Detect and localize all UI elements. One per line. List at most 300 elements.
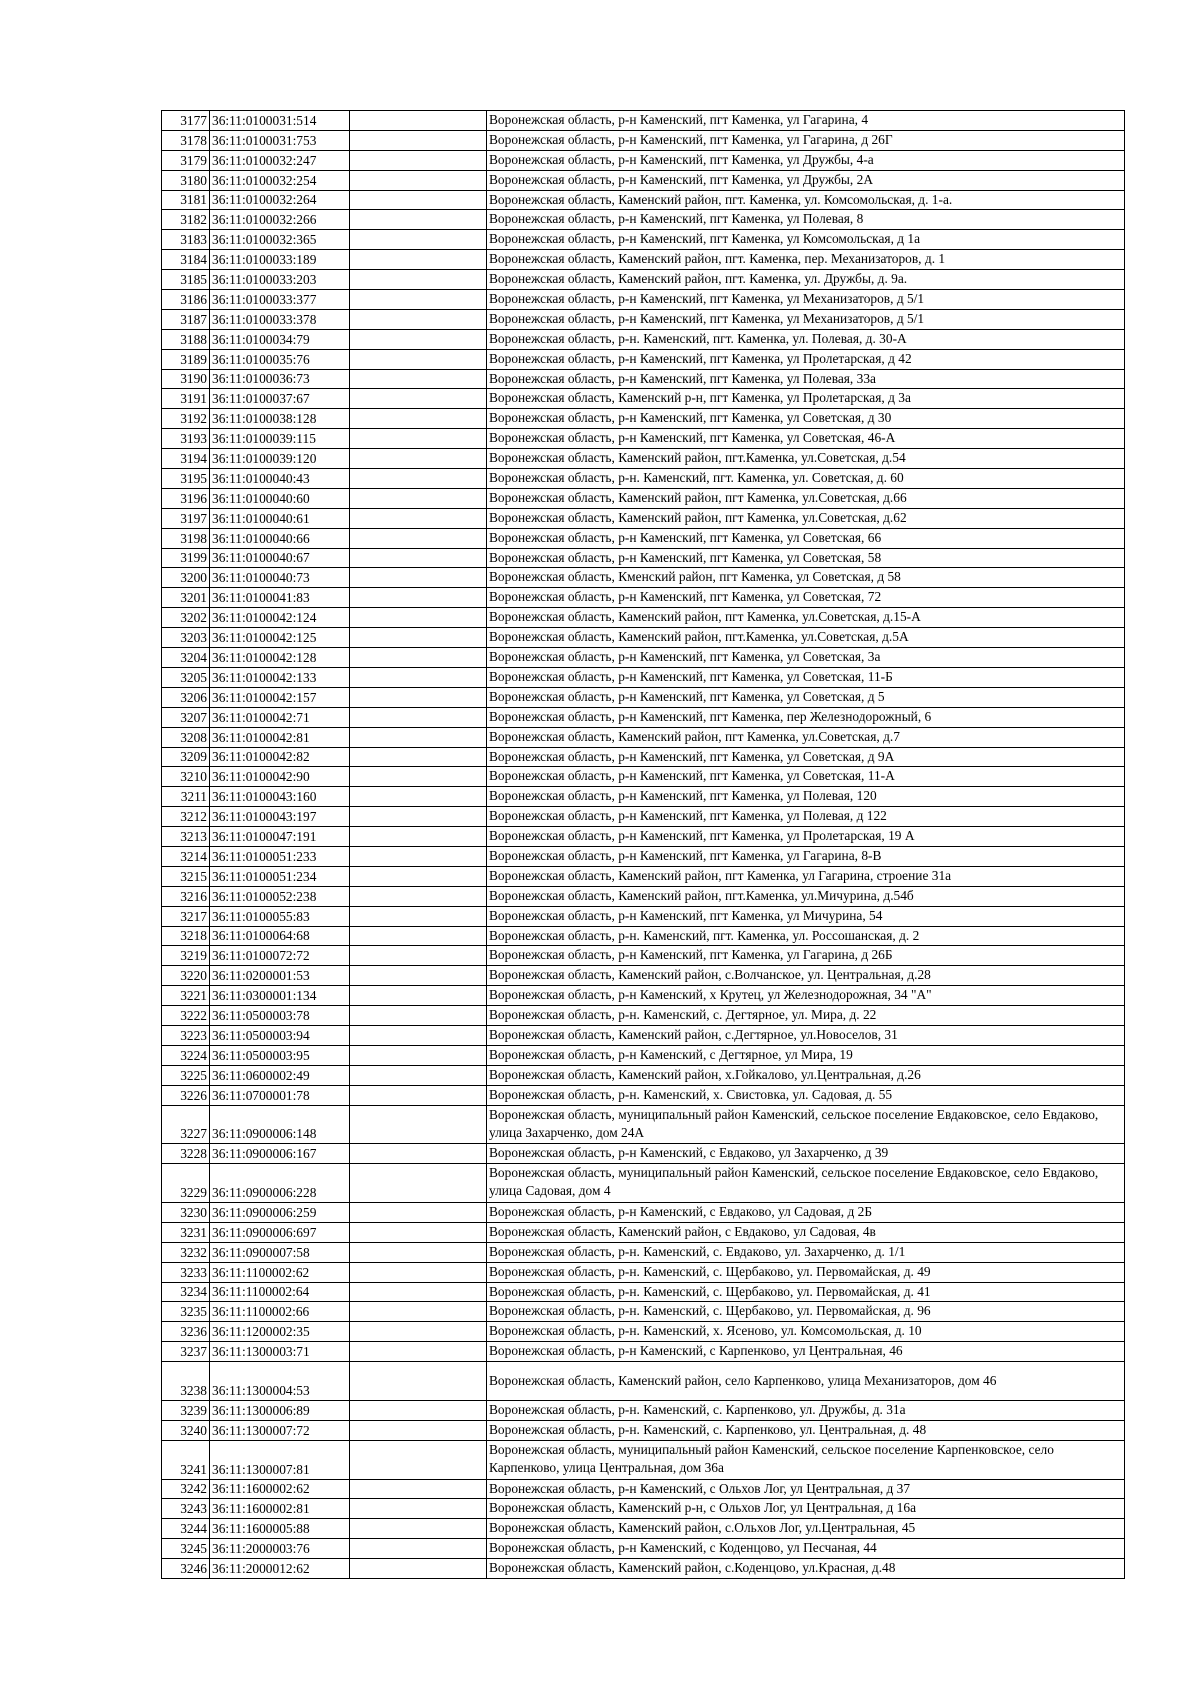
row-number: 3189 bbox=[162, 349, 210, 369]
row-number: 3243 bbox=[162, 1499, 210, 1519]
empty-cell bbox=[350, 389, 487, 409]
table-row bbox=[162, 667, 1125, 687]
table-row bbox=[162, 1539, 1125, 1559]
empty-cell bbox=[350, 1203, 487, 1223]
cadastral-number: 36:11:0100032:266 bbox=[210, 210, 350, 230]
empty-cell bbox=[350, 1440, 487, 1479]
cadastral-number: 36:11:0700001:78 bbox=[210, 1085, 350, 1105]
address: Воронежская область, р-н Каменский, пгт Каменка, ул Механизаторов, д 5/1 bbox=[487, 309, 1125, 329]
cadastral-number: 36:11:0100051:234 bbox=[210, 866, 350, 886]
empty-cell bbox=[350, 1420, 487, 1440]
cadastral-number: 36:11:0100033:189 bbox=[210, 250, 350, 270]
row-number: 3222 bbox=[162, 1006, 210, 1026]
row-number: 3223 bbox=[162, 1025, 210, 1045]
table-row bbox=[162, 966, 1125, 986]
table-row bbox=[162, 827, 1125, 847]
cadastral-number: 36:11:0100042:133 bbox=[210, 667, 350, 687]
cadastral-number: 36:11:0100042:90 bbox=[210, 767, 350, 787]
table-row bbox=[162, 986, 1125, 1006]
empty-cell bbox=[350, 429, 487, 449]
row-number: 3209 bbox=[162, 747, 210, 767]
cadastral-number: 36:11:0100034:79 bbox=[210, 329, 350, 349]
address: Воронежская область, р-н Каменский, пгт Каменка, ул Полевая, д 122 bbox=[487, 807, 1125, 827]
empty-cell bbox=[350, 111, 487, 131]
empty-cell bbox=[350, 230, 487, 250]
cadastral-number: 36:11:1600002:62 bbox=[210, 1479, 350, 1499]
row-number: 3208 bbox=[162, 727, 210, 747]
cadastral-number: 36:11:0100064:68 bbox=[210, 926, 350, 946]
address: Воронежская область, р-н. Каменский, с. Карпенково, ул. Центральная, д. 48 bbox=[487, 1420, 1125, 1440]
cadastral-number: 36:11:1300003:71 bbox=[210, 1342, 350, 1362]
address: Воронежская область, муниципальный район Каменский, сельское поселение Евдаковское, село Евдаково, улица Садовая, дом 4 bbox=[487, 1164, 1125, 1203]
empty-cell bbox=[350, 648, 487, 668]
row-number: 3207 bbox=[162, 707, 210, 727]
empty-cell bbox=[350, 1322, 487, 1342]
empty-cell bbox=[350, 1262, 487, 1282]
table-row bbox=[162, 1282, 1125, 1302]
address: Воронежская область, р-н Каменский, пгт Каменка, ул Советская, д 5 bbox=[487, 687, 1125, 707]
table-row bbox=[162, 1362, 1125, 1401]
empty-cell bbox=[350, 290, 487, 310]
cadastral-number: 36:11:0100043:160 bbox=[210, 787, 350, 807]
cadastral-number: 36:11:0100031:514 bbox=[210, 111, 350, 131]
row-number: 3188 bbox=[162, 329, 210, 349]
address: Воронежская область, Каменский р-н, пгт Каменка, ул Пролетарская, д 3а bbox=[487, 389, 1125, 409]
empty-cell bbox=[350, 449, 487, 469]
address: Воронежская область, р-н. Каменский, пгт. Каменка, ул. Советская, д. 60 bbox=[487, 469, 1125, 489]
empty-cell bbox=[350, 1559, 487, 1579]
address: Воронежская область, р-н Каменский, с Ольхов Лог, ул Центральная, д 37 bbox=[487, 1479, 1125, 1499]
empty-cell bbox=[350, 767, 487, 787]
address: Воронежская область, Каменский район, пгт. Каменка, ул. Комсомольская, д. 1-а. bbox=[487, 190, 1125, 210]
address: Воронежская область, р-н Каменский, пгт Каменка, ул Советская, 3а bbox=[487, 648, 1125, 668]
address: Воронежская область, муниципальный район Каменский, сельское поселение Евдаковское, село Евдаково, улица Захарченко, дом 24А bbox=[487, 1105, 1125, 1144]
table-body bbox=[162, 111, 1125, 1579]
address: Воронежская область, р-н Каменский, пгт Каменка, ул Гагарина, 4 bbox=[487, 111, 1125, 131]
address: Воронежская область, р-н. Каменский, с. Евдаково, ул. Захарченко, д. 1/1 bbox=[487, 1242, 1125, 1262]
row-number: 3190 bbox=[162, 369, 210, 389]
empty-cell bbox=[350, 687, 487, 707]
cadastral-number: 36:11:0100033:378 bbox=[210, 309, 350, 329]
cadastral-number: 36:11:0900006:697 bbox=[210, 1222, 350, 1242]
empty-cell bbox=[350, 986, 487, 1006]
address: Воронежская область, Каменский район, село Карпенково, улица Механизаторов, дом 46 bbox=[487, 1362, 1125, 1401]
empty-cell bbox=[350, 250, 487, 270]
address: Воронежская область, р-н Каменский, пгт Каменка, ул Советская, д 30 bbox=[487, 409, 1125, 429]
cadastral-number: 36:11:0900007:58 bbox=[210, 1242, 350, 1262]
address: Воронежская область, р-н. Каменский, пгт. Каменка, ул. Россошанская, д. 2 bbox=[487, 926, 1125, 946]
table-row bbox=[162, 150, 1125, 170]
empty-cell bbox=[350, 329, 487, 349]
cadastral-number: 36:11:0100033:377 bbox=[210, 290, 350, 310]
row-number: 3246 bbox=[162, 1559, 210, 1579]
address: Воронежская область, р-н Каменский, пгт Каменка, ул Советская, 72 bbox=[487, 588, 1125, 608]
cadastral-number: 36:11:0100037:67 bbox=[210, 389, 350, 409]
address: Воронежская область, Каменский район, с.Волчанское, ул. Центральная, д.28 bbox=[487, 966, 1125, 986]
empty-cell bbox=[350, 787, 487, 807]
row-number: 3183 bbox=[162, 230, 210, 250]
cadastral-number: 36:11:0300001:134 bbox=[210, 986, 350, 1006]
row-number: 3219 bbox=[162, 946, 210, 966]
table-row bbox=[162, 787, 1125, 807]
cadastral-number: 36:11:0100040:61 bbox=[210, 508, 350, 528]
address: Воронежская область, р-н Каменский, пгт Каменка, ул Комсомольская, д 1а bbox=[487, 230, 1125, 250]
empty-cell bbox=[350, 906, 487, 926]
address: Воронежская область, р-н. Каменский, пгт. Каменка, ул. Полевая, д. 30-А bbox=[487, 329, 1125, 349]
table-row bbox=[162, 1479, 1125, 1499]
row-number: 3236 bbox=[162, 1322, 210, 1342]
row-number: 3201 bbox=[162, 588, 210, 608]
empty-cell bbox=[350, 588, 487, 608]
cadastral-number: 36:11:1100002:62 bbox=[210, 1262, 350, 1282]
row-number: 3184 bbox=[162, 250, 210, 270]
address: Воронежская область, р-н. Каменский, с. Щербаково, ул. Первомайская, д. 49 bbox=[487, 1262, 1125, 1282]
empty-cell bbox=[350, 568, 487, 588]
address: Воронежская область, р-н. Каменский, с. Дегтярное, ул. Мира, д. 22 bbox=[487, 1006, 1125, 1026]
address: Воронежская область, р-н Каменский, пгт Каменка, ул Пролетарская, д 42 bbox=[487, 349, 1125, 369]
address: Воронежская область, р-н Каменский, с Коденцово, ул Песчаная, 44 bbox=[487, 1539, 1125, 1559]
row-number: 3198 bbox=[162, 528, 210, 548]
table-row bbox=[162, 1559, 1125, 1579]
empty-cell bbox=[350, 608, 487, 628]
row-number: 3232 bbox=[162, 1242, 210, 1262]
address: Воронежская область, Каменский район, с.Ольхов Лог, ул.Центральная, 45 bbox=[487, 1519, 1125, 1539]
cadastral-number: 36:11:1300006:89 bbox=[210, 1400, 350, 1420]
cadastral-number: 36:11:1100002:64 bbox=[210, 1282, 350, 1302]
empty-cell bbox=[350, 1479, 487, 1499]
row-number: 3186 bbox=[162, 290, 210, 310]
cadastral-number: 36:11:2000012:62 bbox=[210, 1559, 350, 1579]
table-row bbox=[162, 588, 1125, 608]
address: Воронежская область, р-н Каменский, с Дегтярное, ул Мира, 19 bbox=[487, 1045, 1125, 1065]
address: Воронежская область, р-н Каменский, пгт Каменка, ул Дружбы, 4-а bbox=[487, 150, 1125, 170]
address: Воронежская область, р-н. Каменский, х. Ясеново, ул. Комсомольская, д. 10 bbox=[487, 1322, 1125, 1342]
cadastral-number: 36:11:0100036:73 bbox=[210, 369, 350, 389]
empty-cell bbox=[350, 469, 487, 489]
empty-cell bbox=[350, 727, 487, 747]
address: Воронежская область, р-н. Каменский, х. Свистовка, ул. Садовая, д. 55 bbox=[487, 1085, 1125, 1105]
cadastral-number: 36:11:0100040:73 bbox=[210, 568, 350, 588]
row-number: 3202 bbox=[162, 608, 210, 628]
table-row bbox=[162, 1144, 1125, 1164]
row-number: 3227 bbox=[162, 1105, 210, 1144]
address: Воронежская область, р-н Каменский, с Евдаково, ул Захарченко, д 39 bbox=[487, 1144, 1125, 1164]
table-row bbox=[162, 190, 1125, 210]
table-row bbox=[162, 648, 1125, 668]
cadastral-number: 36:11:0100042:125 bbox=[210, 628, 350, 648]
empty-cell bbox=[350, 827, 487, 847]
row-number: 3214 bbox=[162, 846, 210, 866]
row-number: 3239 bbox=[162, 1400, 210, 1420]
empty-cell bbox=[350, 807, 487, 827]
empty-cell bbox=[350, 1065, 487, 1085]
table-row bbox=[162, 1045, 1125, 1065]
address: Воронежская область, Каменский район, пгт Каменка, ул.Советская, д.62 bbox=[487, 508, 1125, 528]
empty-cell bbox=[350, 846, 487, 866]
empty-cell bbox=[350, 747, 487, 767]
row-number: 3225 bbox=[162, 1065, 210, 1085]
cadastral-number: 36:11:0100039:120 bbox=[210, 449, 350, 469]
row-number: 3228 bbox=[162, 1144, 210, 1164]
cadastral-number: 36:11:0500003:94 bbox=[210, 1025, 350, 1045]
table-row bbox=[162, 270, 1125, 290]
row-number: 3245 bbox=[162, 1539, 210, 1559]
row-number: 3196 bbox=[162, 488, 210, 508]
empty-cell bbox=[350, 1144, 487, 1164]
empty-cell bbox=[350, 1025, 487, 1045]
table-row bbox=[162, 488, 1125, 508]
table-row bbox=[162, 1164, 1125, 1203]
cadastral-number: 36:11:0100047:191 bbox=[210, 827, 350, 847]
empty-cell bbox=[350, 1342, 487, 1362]
row-number: 3216 bbox=[162, 886, 210, 906]
empty-cell bbox=[350, 866, 487, 886]
row-number: 3238 bbox=[162, 1362, 210, 1401]
cadastral-number: 36:11:0500003:95 bbox=[210, 1045, 350, 1065]
cadastral-number: 36:11:0900006:167 bbox=[210, 1144, 350, 1164]
table-row bbox=[162, 528, 1125, 548]
row-number: 3203 bbox=[162, 628, 210, 648]
row-number: 3204 bbox=[162, 648, 210, 668]
empty-cell bbox=[350, 488, 487, 508]
row-number: 3187 bbox=[162, 309, 210, 329]
empty-cell bbox=[350, 1105, 487, 1144]
empty-cell bbox=[350, 210, 487, 230]
row-number: 3217 bbox=[162, 906, 210, 926]
row-number: 3221 bbox=[162, 986, 210, 1006]
empty-cell bbox=[350, 1242, 487, 1262]
table-row bbox=[162, 429, 1125, 449]
table-row bbox=[162, 747, 1125, 767]
row-number: 3237 bbox=[162, 1342, 210, 1362]
row-number: 3229 bbox=[162, 1164, 210, 1203]
table-row bbox=[162, 508, 1125, 528]
address: Воронежская область, р-н Каменский, пгт Каменка, ул Советская, 58 bbox=[487, 548, 1125, 568]
row-number: 3211 bbox=[162, 787, 210, 807]
row-number: 3185 bbox=[162, 270, 210, 290]
empty-cell bbox=[350, 1499, 487, 1519]
cadastral-number: 36:11:0900006:228 bbox=[210, 1164, 350, 1203]
empty-cell bbox=[350, 1539, 487, 1559]
table-row bbox=[162, 687, 1125, 707]
empty-cell bbox=[350, 548, 487, 568]
address: Воронежская область, р-н. Каменский, с. Щербаково, ул. Первомайская, д. 41 bbox=[487, 1282, 1125, 1302]
property-table bbox=[161, 110, 1125, 1579]
row-number: 3230 bbox=[162, 1203, 210, 1223]
cadastral-number: 36:11:0100038:128 bbox=[210, 409, 350, 429]
empty-cell bbox=[350, 309, 487, 329]
table-row bbox=[162, 1203, 1125, 1223]
table-row bbox=[162, 1302, 1125, 1322]
cadastral-number: 36:11:0900006:148 bbox=[210, 1105, 350, 1144]
address: Воронежская область, р-н Каменский, с Карпенково, ул Центральная, 46 bbox=[487, 1342, 1125, 1362]
row-number: 3233 bbox=[162, 1262, 210, 1282]
row-number: 3220 bbox=[162, 966, 210, 986]
table-row bbox=[162, 469, 1125, 489]
table-row bbox=[162, 369, 1125, 389]
table-row bbox=[162, 568, 1125, 588]
empty-cell bbox=[350, 886, 487, 906]
row-number: 3194 bbox=[162, 449, 210, 469]
row-number: 3210 bbox=[162, 767, 210, 787]
address: Воронежская область, Каменский район, пгт Каменка, ул.Советская, д.7 bbox=[487, 727, 1125, 747]
empty-cell bbox=[350, 946, 487, 966]
cadastral-number: 36:11:0100041:83 bbox=[210, 588, 350, 608]
empty-cell bbox=[350, 150, 487, 170]
row-number: 3182 bbox=[162, 210, 210, 230]
cadastral-number: 36:11:1300007:81 bbox=[210, 1440, 350, 1479]
row-number: 3181 bbox=[162, 190, 210, 210]
table-row bbox=[162, 230, 1125, 250]
cadastral-number: 36:11:0600002:49 bbox=[210, 1065, 350, 1085]
empty-cell bbox=[350, 1519, 487, 1539]
table-row bbox=[162, 130, 1125, 150]
table-row bbox=[162, 1420, 1125, 1440]
address: Воронежская область, р-н Каменский, пгт Каменка, ул Мичурина, 54 bbox=[487, 906, 1125, 926]
cadastral-number: 36:11:0100042:124 bbox=[210, 608, 350, 628]
cadastral-number: 36:11:0100035:76 bbox=[210, 349, 350, 369]
address: Воронежская область, р-н Каменский, пгт Каменка, ул Механизаторов, д 5/1 bbox=[487, 290, 1125, 310]
table-row bbox=[162, 1222, 1125, 1242]
address: Воронежская область, р-н Каменский, пгт Каменка, пер Железнодорожный, 6 bbox=[487, 707, 1125, 727]
row-number: 3235 bbox=[162, 1302, 210, 1322]
cadastral-number: 36:11:0100042:128 bbox=[210, 648, 350, 668]
row-number: 3191 bbox=[162, 389, 210, 409]
table-row bbox=[162, 608, 1125, 628]
table-row bbox=[162, 807, 1125, 827]
cadastral-number: 36:11:0100042:81 bbox=[210, 727, 350, 747]
row-number: 3179 bbox=[162, 150, 210, 170]
address: Воронежская область, р-н. Каменский, с. Щербаково, ул. Первомайская, д. 96 bbox=[487, 1302, 1125, 1322]
row-number: 3206 bbox=[162, 687, 210, 707]
row-number: 3215 bbox=[162, 866, 210, 886]
address: Воронежская область, р-н Каменский, пгт Каменка, ул Гагарина, д 26Г bbox=[487, 130, 1125, 150]
cadastral-number: 36:11:0100051:233 bbox=[210, 846, 350, 866]
empty-cell bbox=[350, 1222, 487, 1242]
address: Воронежская область, Каменский район, с.Дегтярное, ул.Новоселов, 31 bbox=[487, 1025, 1125, 1045]
address: Воронежская область, р-н Каменский, пгт Каменка, ул Гагарина, 8-В bbox=[487, 846, 1125, 866]
empty-cell bbox=[350, 508, 487, 528]
address: Воронежская область, Каменский район, пгт.Каменка, ул.Советская, д.5А bbox=[487, 628, 1125, 648]
cadastral-number: 36:11:1200002:35 bbox=[210, 1322, 350, 1342]
empty-cell bbox=[350, 628, 487, 648]
row-number: 3200 bbox=[162, 568, 210, 588]
row-number: 3242 bbox=[162, 1479, 210, 1499]
table-row bbox=[162, 290, 1125, 310]
table-row bbox=[162, 329, 1125, 349]
address: Воронежская область, р-н Каменский, пгт Каменка, ул Советская, 66 bbox=[487, 528, 1125, 548]
cadastral-number: 36:11:0100072:72 bbox=[210, 946, 350, 966]
empty-cell bbox=[350, 1164, 487, 1203]
cadastral-number: 36:11:0100042:71 bbox=[210, 707, 350, 727]
table-row bbox=[162, 906, 1125, 926]
empty-cell bbox=[350, 369, 487, 389]
address: Воронежская область, Каменский район, пгт. Каменка, пер. Механизаторов, д. 1 bbox=[487, 250, 1125, 270]
table-row bbox=[162, 548, 1125, 568]
address: Воронежская область, Каменский район, пгт Каменка, ул.Советская, д.66 bbox=[487, 488, 1125, 508]
table-row bbox=[162, 1105, 1125, 1144]
table-row bbox=[162, 309, 1125, 329]
address: Воронежская область, Каменский район, пгт Каменка, ул Гагарина, строение 31а bbox=[487, 866, 1125, 886]
cadastral-number: 36:11:0100055:83 bbox=[210, 906, 350, 926]
table-row bbox=[162, 250, 1125, 270]
row-number: 3231 bbox=[162, 1222, 210, 1242]
table-row bbox=[162, 866, 1125, 886]
cadastral-number: 36:11:0200001:53 bbox=[210, 966, 350, 986]
address: Воронежская область, р-н Каменский, пгт Каменка, ул Пролетарская, 19 А bbox=[487, 827, 1125, 847]
cadastral-number: 36:11:0100039:115 bbox=[210, 429, 350, 449]
table-row bbox=[162, 1025, 1125, 1045]
cadastral-number: 36:11:1100002:66 bbox=[210, 1302, 350, 1322]
cadastral-number: 36:11:1300004:53 bbox=[210, 1362, 350, 1401]
cadastral-number: 36:11:1300007:72 bbox=[210, 1420, 350, 1440]
cadastral-number: 36:11:0100031:753 bbox=[210, 130, 350, 150]
row-number: 3226 bbox=[162, 1085, 210, 1105]
address: Воронежская область, р-н Каменский, пгт Каменка, ул Полевая, 33а bbox=[487, 369, 1125, 389]
empty-cell bbox=[350, 270, 487, 290]
row-number: 3240 bbox=[162, 1420, 210, 1440]
cadastral-number: 36:11:0100052:238 bbox=[210, 886, 350, 906]
table-row bbox=[162, 1400, 1125, 1420]
address: Воронежская область, р-н Каменский, пгт Каменка, ул Полевая, 8 bbox=[487, 210, 1125, 230]
empty-cell bbox=[350, 1400, 487, 1420]
cadastral-number: 36:11:1600005:88 bbox=[210, 1519, 350, 1539]
address: Воронежская область, р-н Каменский, пгт Каменка, ул Дружбы, 2А bbox=[487, 170, 1125, 190]
table-row bbox=[162, 707, 1125, 727]
table-row bbox=[162, 846, 1125, 866]
table-row bbox=[162, 926, 1125, 946]
address: Воронежская область, р-н Каменский, пгт Каменка, ул Полевая, 120 bbox=[487, 787, 1125, 807]
empty-cell bbox=[350, 130, 487, 150]
cadastral-number: 36:11:0100040:67 bbox=[210, 548, 350, 568]
empty-cell bbox=[350, 1085, 487, 1105]
cadastral-number: 36:11:0100033:203 bbox=[210, 270, 350, 290]
empty-cell bbox=[350, 528, 487, 548]
table-row bbox=[162, 1262, 1125, 1282]
row-number: 3197 bbox=[162, 508, 210, 528]
address: Воронежская область, р-н Каменский, пгт Каменка, ул Советская, д 9А bbox=[487, 747, 1125, 767]
address: Воронежская область, р-н Каменский, пгт Каменка, ул Советская, 11-Б bbox=[487, 667, 1125, 687]
empty-cell bbox=[350, 1045, 487, 1065]
row-number: 3193 bbox=[162, 429, 210, 449]
row-number: 3180 bbox=[162, 170, 210, 190]
empty-cell bbox=[350, 1302, 487, 1322]
cadastral-number: 36:11:2000003:76 bbox=[210, 1539, 350, 1559]
cadastral-number: 36:11:0900006:259 bbox=[210, 1203, 350, 1223]
cadastral-number: 36:11:0100043:197 bbox=[210, 807, 350, 827]
address: Воронежская область, Каменский район, пгт. Каменка, ул. Дружбы, д. 9а. bbox=[487, 270, 1125, 290]
table-row bbox=[162, 886, 1125, 906]
address: Воронежская область, р-н Каменский, пгт Каменка, ул Гагарина, д 26Б bbox=[487, 946, 1125, 966]
row-number: 3241 bbox=[162, 1440, 210, 1479]
table-row bbox=[162, 946, 1125, 966]
table-row bbox=[162, 389, 1125, 409]
address: Воронежская область, Кменский район, пгт Каменка, ул Советская, д 58 bbox=[487, 568, 1125, 588]
address: Воронежская область, р-н Каменский, х Крутец, ул Железнодорожная, 34 "А" bbox=[487, 986, 1125, 1006]
table-row bbox=[162, 727, 1125, 747]
row-number: 3244 bbox=[162, 1519, 210, 1539]
table-row bbox=[162, 1440, 1125, 1479]
table-row bbox=[162, 1065, 1125, 1085]
row-number: 3218 bbox=[162, 926, 210, 946]
table-row bbox=[162, 1085, 1125, 1105]
address: Воронежская область, Каменский район, пгт Каменка, ул.Советская, д.15-А bbox=[487, 608, 1125, 628]
table-row bbox=[162, 1519, 1125, 1539]
address: Воронежская область, Каменский район, пгт.Каменка, ул.Мичурина, д.54б bbox=[487, 886, 1125, 906]
table-row bbox=[162, 1342, 1125, 1362]
cadastral-number: 36:11:0100032:254 bbox=[210, 170, 350, 190]
cadastral-number: 36:11:0100042:82 bbox=[210, 747, 350, 767]
